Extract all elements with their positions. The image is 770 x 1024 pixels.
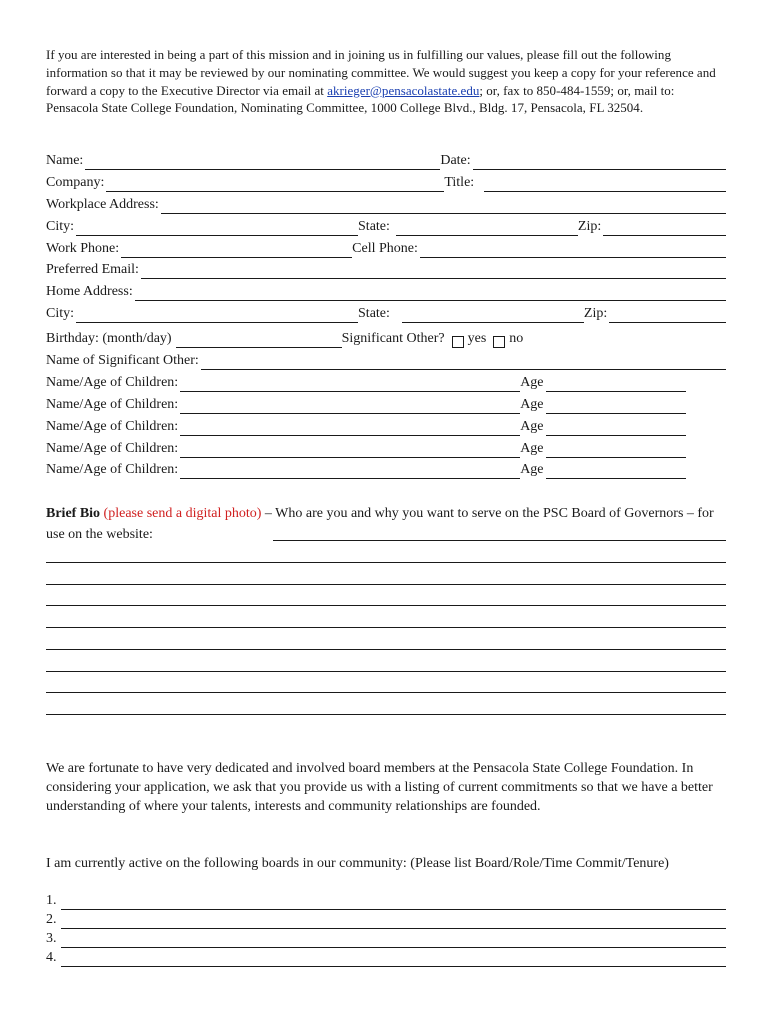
home-address-field[interactable] <box>135 286 726 301</box>
board-item <box>46 909 726 929</box>
age-label: Age <box>520 419 544 434</box>
child-age-field[interactable] <box>546 464 686 479</box>
zip-label: Zip: <box>583 306 608 321</box>
age-label: Age <box>520 462 544 477</box>
closing-paragraph: We are fortunate to have very dedicated and involved board members at the Pensacola State College Foundation. In considering your application, we ask that you provide us with a listing of current commitments so that we have a better understanding of where your talents, interests and community relationships are founded. <box>46 761 713 814</box>
workplace-address-field[interactable] <box>161 199 726 214</box>
child-age-field[interactable] <box>546 377 686 392</box>
yes-checkbox[interactable] <box>452 336 464 348</box>
age-label: Age <box>520 441 544 456</box>
date-label: Date: <box>440 153 471 168</box>
state-label: State: <box>358 306 390 321</box>
name-label: Name: <box>46 153 84 168</box>
child-name-label: Name/Age of Children: <box>46 375 179 390</box>
city-label: City: <box>46 306 75 321</box>
board-item-field[interactable] <box>61 933 727 948</box>
preferred-email-label: Preferred Email: <box>46 262 139 277</box>
bio-line[interactable] <box>46 692 726 693</box>
board-item-field[interactable] <box>61 952 727 967</box>
board-item-number: 4. <box>46 950 57 965</box>
age-label: Age <box>520 375 544 390</box>
home-state-field[interactable] <box>402 308 584 323</box>
workplace-address-row <box>46 194 726 214</box>
child-row <box>46 416 686 436</box>
bio-line[interactable] <box>46 584 726 585</box>
significant-other-name-row <box>46 350 726 370</box>
work-phone-label: Work Phone: <box>46 241 120 256</box>
photo-note: (please send a digital photo) <box>103 506 262 521</box>
bio-line[interactable] <box>46 627 726 628</box>
company-label: Company: <box>46 175 105 190</box>
city-label: City: <box>46 219 75 234</box>
board-item-field[interactable] <box>61 914 727 929</box>
child-name-label: Name/Age of Children: <box>46 397 179 412</box>
intro-text: If you are interested in being a part of this mission and in joining us in fulfilling our values, please fill out the following information so that it may be reviewed by our nominating committee. We would suggest you keep a copy for your reference and forward a copy to the Executive Director via email at <box>46 47 716 98</box>
child-name-field[interactable] <box>180 443 520 458</box>
child-row <box>46 438 686 458</box>
board-item-number: 2. <box>46 912 57 927</box>
birthday-row <box>46 328 726 348</box>
email-link[interactable]: akrieger@pensacolastate.edu <box>327 82 480 98</box>
home-address-row <box>46 281 726 301</box>
intro-paragraph <box>46 46 728 117</box>
title-field[interactable] <box>484 177 726 192</box>
preferred-email-field[interactable] <box>141 264 726 279</box>
child-age-field[interactable] <box>546 443 686 458</box>
home-city-field[interactable] <box>76 308 358 323</box>
bio-line[interactable] <box>46 671 726 672</box>
work-phone-field[interactable] <box>121 243 352 258</box>
state-label: State: <box>358 219 390 234</box>
child-name-label: Name/Age of Children: <box>46 419 179 434</box>
birthday-field[interactable] <box>176 333 342 348</box>
work-city-field[interactable] <box>76 221 358 236</box>
child-row <box>46 372 686 392</box>
board-item <box>46 928 726 948</box>
bio-prompt <box>46 503 726 545</box>
home-city-row <box>46 303 726 323</box>
boards-prompt: I am currently active on the following boards in our community: (Please list Board/Role/Time Commit/Tenure) <box>46 856 669 871</box>
bio-prompt-text: – Who are you and why you want to serve on the PSC Board of Governors – for use on the website: <box>46 506 714 542</box>
bio-line[interactable] <box>46 562 726 563</box>
board-item-number: 3. <box>46 931 57 946</box>
bio-line[interactable] <box>46 714 726 715</box>
bio-heading: Brief Bio <box>46 506 101 521</box>
child-age-field[interactable] <box>546 421 686 436</box>
phone-row <box>46 238 726 258</box>
child-name-field[interactable] <box>180 464 520 479</box>
name-date-row <box>46 150 726 170</box>
child-age-field[interactable] <box>546 399 686 414</box>
child-row <box>46 459 686 479</box>
board-item-field[interactable] <box>61 895 727 910</box>
company-field[interactable] <box>106 177 444 192</box>
board-item <box>46 947 726 967</box>
significant-other-name-field[interactable] <box>201 355 726 370</box>
child-name-field[interactable] <box>180 421 520 436</box>
intro-text-contact: ; or, fax to 850-484-1559; or, mail to: Pensacola State College Foundation, Nominating Committee, 1000 College Blvd., Bldg. 17, Pensacola, FL 32504. <box>46 82 675 116</box>
age-label: Age <box>520 397 544 412</box>
board-item-number: 1. <box>46 893 57 908</box>
no-label: no <box>509 331 524 346</box>
work-zip-field[interactable] <box>603 221 726 236</box>
cell-phone-label: Cell Phone: <box>352 241 418 256</box>
child-row <box>46 394 686 414</box>
work-state-field[interactable] <box>396 221 578 236</box>
company-title-row <box>46 172 726 192</box>
yes-label: yes <box>467 331 487 346</box>
child-name-label: Name/Age of Children: <box>46 462 179 477</box>
significant-other-name-label: Name of Significant Other: <box>46 353 199 368</box>
home-address-label: Home Address: <box>46 284 133 299</box>
preferred-email-row <box>46 259 726 279</box>
cell-phone-field[interactable] <box>420 243 726 258</box>
work-city-row <box>46 216 726 236</box>
home-zip-field[interactable] <box>609 308 726 323</box>
date-field[interactable] <box>473 155 726 170</box>
zip-label: Zip: <box>577 219 602 234</box>
title-label: Title: <box>444 175 475 190</box>
name-field[interactable] <box>85 155 440 170</box>
child-name-label: Name/Age of Children: <box>46 441 179 456</box>
bio-line[interactable] <box>46 649 726 650</box>
child-name-field[interactable] <box>180 377 520 392</box>
no-checkbox[interactable] <box>493 336 505 348</box>
bio-line[interactable] <box>46 605 726 606</box>
birthday-label: Birthday: (month/day) <box>46 331 172 346</box>
bio-line[interactable] <box>273 540 726 541</box>
child-name-field[interactable] <box>180 399 520 414</box>
workplace-address-label: Workplace Address: <box>46 197 159 212</box>
board-item <box>46 890 726 910</box>
significant-other-label: Significant Other? <box>341 331 445 346</box>
